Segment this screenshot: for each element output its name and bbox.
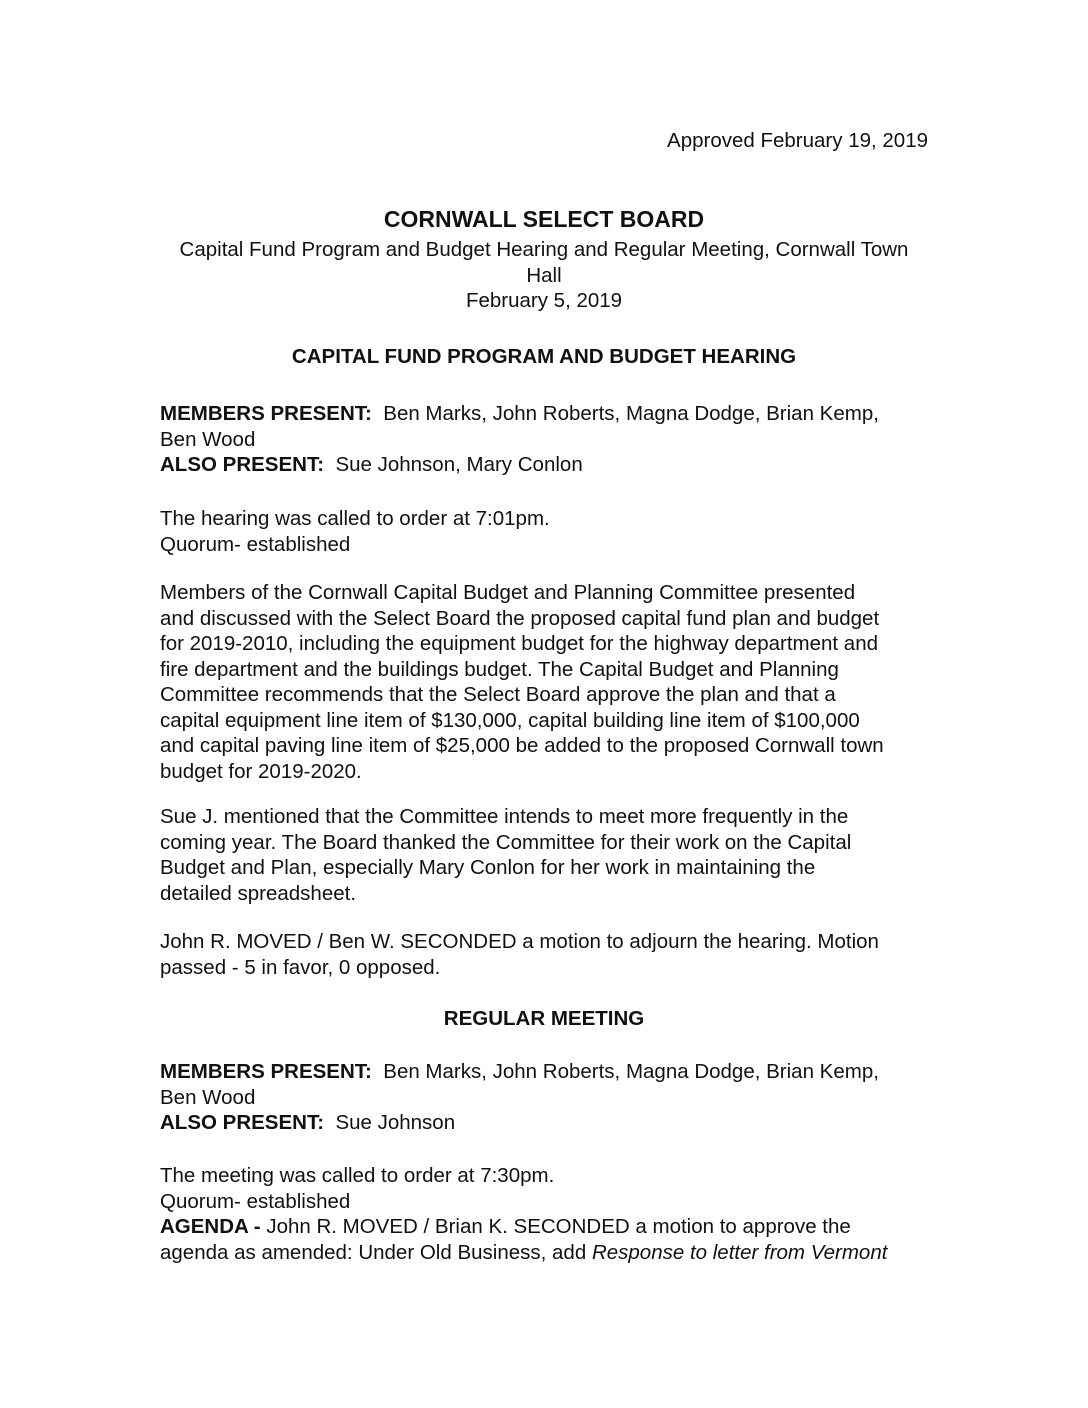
members-present-line [160, 401, 940, 427]
paragraph-line: passed - 5 in favor, 0 opposed. [160, 955, 441, 979]
hearing-attendance [160, 401, 940, 478]
called-to-order: The meeting was called to order at 7:30pm. [160, 1164, 555, 1187]
called-to-order: The hearing was called to order at 7:01pm. [160, 507, 550, 530]
meeting-date: February 5, 2019 [465, 289, 623, 312]
hearing-adjourn-motion [160, 929, 940, 980]
also-present-line [160, 452, 940, 478]
approval-date: Approved February 19, 2019 [667, 129, 928, 152]
paragraph-line: and capital paving line item of $25,000 be added to the proposed Cornwall town [160, 734, 884, 757]
document-subtitle [150, 237, 938, 314]
paragraph-line: Budget and Plan, especially Mary Conlon for her work in maintaining the [160, 856, 816, 879]
regular-attendance [160, 1059, 940, 1136]
members-present-label: MEMBERS PRESENT: [160, 1060, 372, 1083]
subtitle-line-1: Capital Fund Program and Budget Hearing and Regular Meeting, Cornwall Town [179, 238, 909, 261]
paragraph-line: fire department and the buildings budget. The Capital Budget and Planning [160, 657, 839, 681]
paragraph-line: capital equipment line item of $130,000, capital building line item of $100,000 [160, 708, 860, 732]
subtitle-line-2: Hall [526, 263, 562, 287]
also-present-label: ALSO PRESENT: [160, 453, 325, 476]
hearing-call-to-order [160, 506, 940, 557]
paragraph-line: and discussed with the Select Board the proposed capital fund plan and budget [160, 606, 880, 630]
quorum-status: Quorum- established [160, 1189, 351, 1213]
paragraph-line: Members of the Cornwall Capital Budget and Planning Committee presented [160, 581, 856, 604]
members-present-continued: Ben Wood [160, 427, 256, 451]
quorum-status: Quorum- established [160, 532, 351, 556]
document-title: CORNWALL SELECT BOARD [383, 206, 705, 232]
regular-call-to-order [160, 1163, 940, 1265]
hearing-heading: CAPITAL FUND PROGRAM AND BUDGET HEARING [291, 345, 797, 368]
paragraph-line: budget for 2019-2020. [160, 759, 362, 783]
also-present-line [160, 1110, 940, 1136]
members-present-continued: Ben Wood [160, 1085, 256, 1109]
agenda-label: AGENDA - [160, 1215, 261, 1238]
paragraph-line: Sue J. mentioned that the Committee intends to meet more frequently in the [160, 805, 849, 828]
also-present-label: ALSO PRESENT: [160, 1111, 325, 1134]
hearing-paragraph-committee [160, 804, 940, 906]
also-present-names: Sue Johnson, Mary Conlon [335, 453, 583, 476]
paragraph-line: detailed spreadsheet. [160, 881, 357, 905]
hearing-paragraph-capital-plan [160, 580, 940, 784]
agenda-line-2 [160, 1240, 940, 1266]
paragraph-line: Committee recommends that the Select Board approve the plan and that a [160, 683, 836, 706]
paragraph-line: coming year. The Board thanked the Committee for their work on the Capital [160, 830, 852, 854]
agenda-motion-text: John R. MOVED / Brian K. SECONDED a motion to approve the [266, 1215, 851, 1238]
regular-meeting-heading: REGULAR MEETING [443, 1007, 645, 1030]
members-present-names: Ben Marks, John Roberts, Magna Dodge, Brian Kemp, [383, 402, 879, 425]
also-present-names: Sue Johnson [335, 1111, 456, 1134]
members-present-label: MEMBERS PRESENT: [160, 402, 372, 425]
paragraph-line: for 2019-2010, including the equipment budget for the highway department and [160, 632, 879, 655]
paragraph-line: John R. MOVED / Ben W. SECONDED a motion to adjourn the hearing. Motion [160, 930, 879, 953]
agenda-line-1 [160, 1214, 940, 1240]
agenda-amendment-item: Response to letter from Vermont [591, 1240, 888, 1264]
members-present-names: Ben Marks, John Roberts, Magna Dodge, Brian Kemp, [383, 1060, 879, 1083]
agenda-amendment-text: agenda as amended: Under Old Business, add [160, 1240, 587, 1264]
members-present-line [160, 1059, 940, 1085]
